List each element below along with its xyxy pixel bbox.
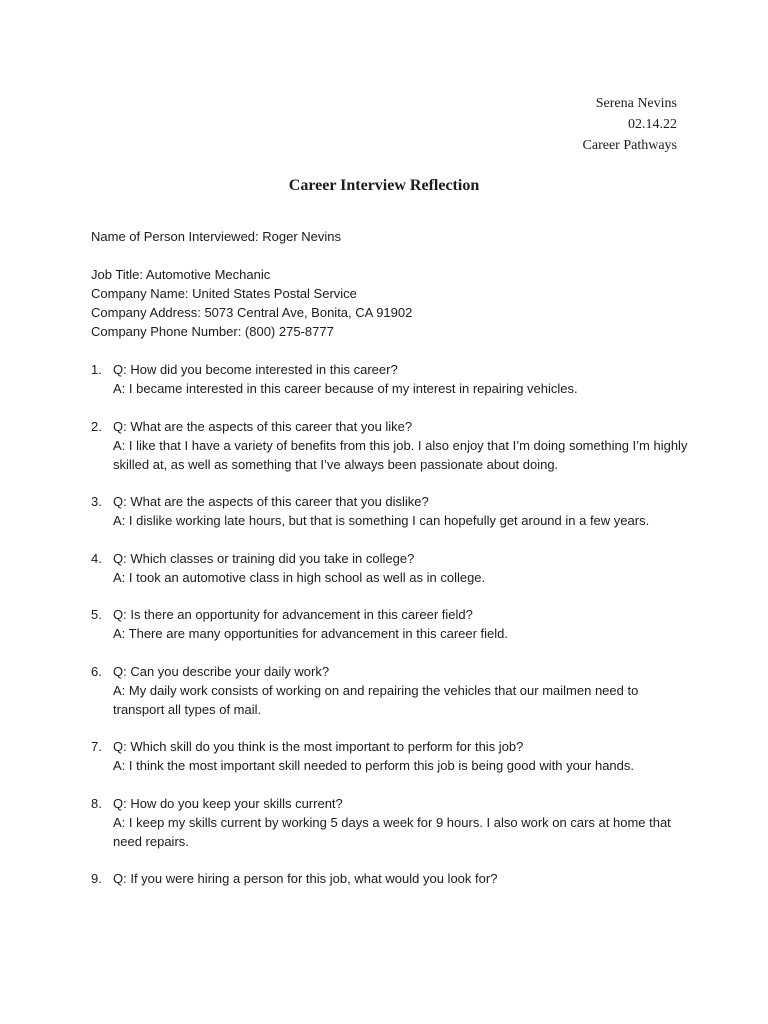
qa-question: Q: Can you describe your daily work?: [113, 663, 330, 679]
qa-answer: A: My daily work consists of working on and repairing the vehicles that our mailmen need to transport all types of mail.: [113, 682, 639, 717]
qa-question: Q: Is there an opportunity for advancement in this career field?: [113, 607, 473, 622]
qa-answer: A: I think the most important skill needed to perform this job is being good with your hands.: [113, 758, 634, 773]
qa-number: 1.: [91, 362, 102, 377]
qa-question: Q: Which classes or training did you take in college?: [113, 550, 415, 566]
qa-item: [91, 360, 691, 398]
qa-item: [91, 869, 691, 888]
course-name: Career Pathways: [582, 138, 677, 153]
job-details: [91, 265, 691, 341]
document-body: [91, 227, 691, 907]
qa-answer: A: There are many opportunities for advancement in this career field.: [113, 626, 509, 641]
qa-number: 4.: [91, 550, 102, 566]
qa-number: 9.: [91, 871, 102, 886]
qa-item: [91, 662, 691, 719]
company-name-line: Company Name: United States Postal Service: [91, 286, 357, 301]
document-date: 02.14.22: [628, 117, 677, 132]
qa-number: 3.: [91, 494, 102, 509]
qa-number: 7.: [91, 739, 102, 754]
header-block: [583, 93, 677, 156]
company-phone-line: Company Phone Number: (800) 275-8777: [91, 324, 334, 339]
document-title: Career Interview Reflection: [288, 177, 480, 194]
job-title-line: Job Title: Automotive Mechanic: [91, 267, 271, 282]
qa-number: 2.: [91, 418, 102, 434]
qa-question: Q: What are the aspects of this career that you like?: [113, 418, 413, 434]
qa-number: 6.: [91, 663, 102, 679]
company-address-line: Company Address: 5073 Central Ave, Bonita, CA 91902: [91, 305, 413, 320]
qa-answer: A: I like that I have a variety of benefits from this job. I also enjoy that I’m doing something I’m highly skilled at, as well as something that I’ve always been passionate about doing.: [113, 437, 688, 472]
qa-question: Q: If you were hiring a person for this job, what would you look for?: [113, 871, 498, 886]
qa-item: [91, 549, 691, 587]
qa-answer: A: I became interested in this career because of my interest in repairing vehicles.: [113, 381, 578, 396]
qa-number: 8.: [91, 795, 102, 811]
qa-item: [91, 492, 691, 530]
qa-answer: A: I dislike working late hours, but that is something I can hopefully get around in a few years.: [113, 513, 650, 528]
qa-item: [91, 794, 691, 851]
qa-question: Q: Which skill do you think is the most important to perform for this job?: [113, 739, 524, 754]
qa-item: [91, 417, 691, 474]
interviewee-line: Name of Person Interviewed: Roger Nevins: [91, 229, 342, 244]
qa-question: Q: What are the aspects of this career that you dislike?: [113, 494, 429, 509]
qa-question: Q: How do you keep your skills current?: [113, 795, 343, 811]
qa-answer: A: I took an automotive class in high school as well as in college.: [113, 569, 486, 585]
author-name: Serena Nevins: [595, 96, 677, 111]
qa-answer: A: I keep my skills current by working 5 days a week for 9 hours. I also work on cars at home that need repairs.: [113, 814, 671, 849]
qa-list: [91, 360, 691, 888]
qa-item: [91, 605, 691, 643]
qa-item: [91, 737, 691, 775]
qa-number: 5.: [91, 607, 102, 622]
qa-question: Q: How did you become interested in this career?: [113, 362, 398, 377]
